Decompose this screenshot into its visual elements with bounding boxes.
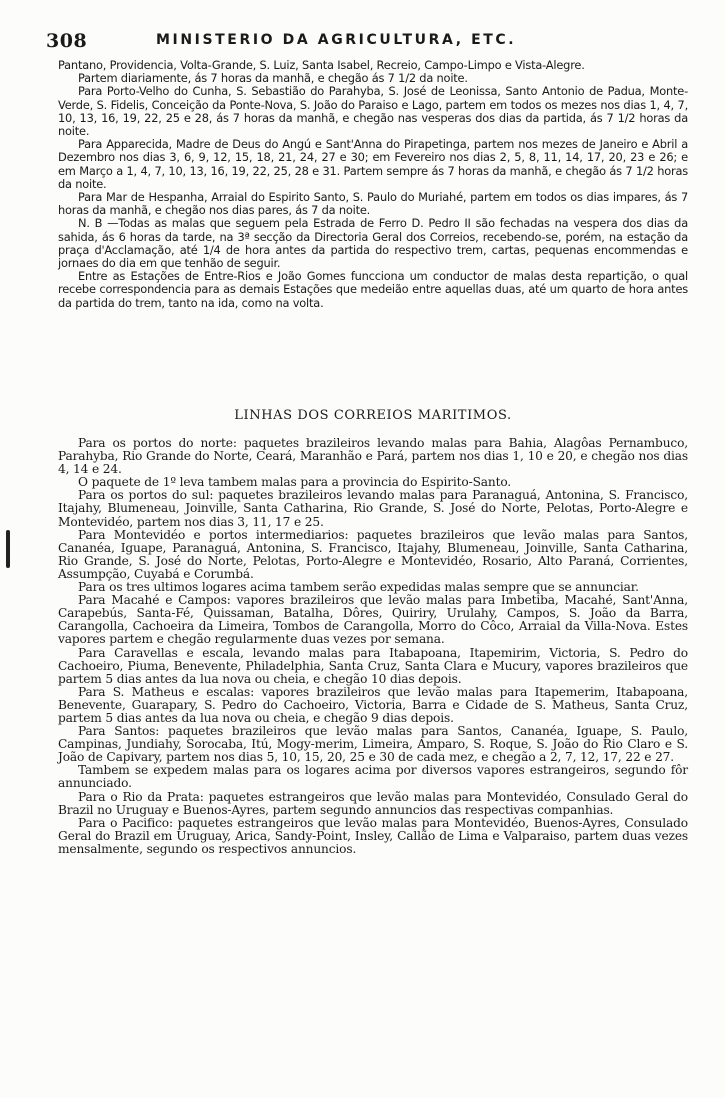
paragraph: Para Apparecida, Madre de Deus do Angú e Sant'Anna do Pirapetinga, partem nos mezes de Janeiro e Abril a Dezembro nos dias 3, 6, 9, 12, 15, 18, 21, 24, 27 e 30; em Fevereiro nos dias 2, 5, 8, 11, 14, 17, 20, 23 e 26; e em Março a 1, 4, 7, 10, 13, 16, 19, 22, 25, 28 e 31. Partem sempre ás 7 horas da manhã, e chegão ás 7 1/2 horas da noite. bbox=[58, 137, 688, 191]
margin-ink-mark bbox=[6, 530, 10, 568]
paragraph: Partem diariamente, ás 7 horas da manhã, e chegão ás 7 1/2 da noite. bbox=[78, 71, 468, 86]
paragraph: Para Porto-Velho do Cunha, S. Sebastião do Parahyba, S. José de Leonissa, Santo Antonio de Padua, Monte-Verde, S. Fidelis, Conceição da Ponte-Nova, S. João do Paraiso e Lago, partem em todos os mezes nos dias 1, 4, 7, 10, 13, 16, 19, 22, 25 e 28, ás 7 horas da manhã, e chegão nas vesperas dos dias da partida, ás 7 1/2 horas da noite. bbox=[58, 84, 688, 139]
paragraph: Para os tres ultimos logares acima tambem serão expedidas malas sempre que se annunciar. bbox=[78, 580, 639, 595]
paragraph: Pantano, Providencia, Volta-Grande, S. Luiz, Santa Isabel, Recreio, Campo-Limpo e Vista-Alegre. bbox=[58, 58, 585, 72]
paragraph: Para Mar de Hespanha, Arraial do Espirito Santo, S. Paulo do Muriahé, partem em todos os dias impares, ás 7 horas da manhã, e chegão nos dias pares, ás 7 da noite. bbox=[58, 190, 688, 218]
paragraph: Para os portos do norte: paquetes brazileiros levando malas para Bahia, Alagôas Pernambuco, Parahyba, Rio Grande do Norte, Ceará, Maranhão e Pará, partem nos dias 1, 10 e 20, e chegão nos dias 4, 14 e 24. bbox=[58, 436, 688, 477]
running-head: MINISTERIO DA AGRICULTURA, ETC. bbox=[156, 32, 517, 48]
paragraph: Entre as Estações de Entre-Rios e João Gomes funcciona um conductor de malas desta repartição, o qual recebe correspondencia para as demais Estações que medeião entre aquellas duas, até um quarto de hora antes da partida do trem, tanto na ida, como na volta. bbox=[58, 269, 688, 310]
paragraph: Para S. Matheus e escalas: vapores brazileiros que levão malas para Itapemerim, Itabapoana, Benevente, Guarapary, S. Pedro do Cachoeiro, Victoria, Barra e Cidade de S. Matheus, Santa Cruz, partem 5 dias antes da lua nova ou cheia, e chegão 9 dias depois. bbox=[58, 684, 688, 725]
paragraph: Para Montevidéo e portos intermediarios: paquetes brazileiros que levão malas para Santos, Cananéa, Iguape, Paranaguá, Antonina, S. Francisco, Itajahy, Blumeneau, Joinville, Santa Catharina, Rio Grande, S. José do Norte, Pelotas, Porto-Alegre e Montevidéo, Rosario, Alto Paraná, Corrientes, Assumpção, Cuyabá e Corumbá. bbox=[58, 527, 688, 581]
page-number: 308 bbox=[46, 30, 88, 52]
paragraph: Para Santos: paquetes brazileiros que levão malas para Santos, Cananéa, Iguape, S. Paulo, Campinas, Jundiahy, Sorocaba, Itú, Mogy-merim, Limeira, Amparo, S. Roque, S. João do Rio Claro e S. João de Capivary, partem nos dias 5, 10, 15, 20, 25 e 30 de cada mez, e chegão a 2, 7, 12, 17, 22 e 27. bbox=[58, 724, 688, 765]
paragraph: Para Caravellas e escala, levando malas para Itabapoana, Itapemirim, Victoria, S. Pedro do Cachoeiro, Piuma, Benevente, Philadelphia, Santa Cruz, Santa Clara e Mucury, vapores brazileiros que partem 5 dias antes da lua nova ou cheia, e chegão 10 dias depois. bbox=[58, 645, 688, 686]
paragraph: Para os portos do sul: paquetes brazileiros levando malas para Paranaguá, Antonina, S. Francisco, Itajahy, Blumeneau, Joinville, Santa Catharina, Rio Grande, S. José do Norte, Pelotas, Porto-Alegre e Montevidéo, partem nos dias 3, 11, 17 e 25. bbox=[58, 488, 688, 529]
page-header bbox=[46, 30, 686, 54]
paragraph: Tambem se expedem malas para os logares acima por diversos vapores estrangeiros, segundo fôr annunciado. bbox=[58, 763, 688, 791]
section-heading: LINHAS DOS CORREIOS MARITIMOS. bbox=[234, 408, 512, 423]
paragraph: N. B —Todas as malas que seguem pela Estrada de Ferro D. Pedro II são fechadas na vespera dos dias da sahida, ás 6 horas da tarde, na 3ª secção da Directoria Geral dos Correios, recebendo-se, porém, na estação da praça d'Acclamação, até 1/4 de hora antes da partida do respectivo trem, cartas, pequenas encommendas e jornaes do dia em que tenhão de seguir. bbox=[58, 216, 688, 271]
paragraph: O paquete de 1º leva tambem malas para a provincia do Espirito-Santo. bbox=[78, 475, 512, 490]
paragraph: Para Macahé e Campos: vapores brazileiros que levão malas para Imbetiba, Macahé, Sant'Anna, Carapebús, Santa-Fé, Quissaman, Batalha, Dôres, Quiriry, Urulahy, Campos, S. João da Barra, Carangolla, Cachoeira da Limeira, Tombos de Carangolla, Morro do Côco, Arraial da Villa-Nova. Estes vapores partem e chegão regularmente duas vezes por semana. bbox=[58, 593, 688, 647]
maritime-mail-lines-block bbox=[58, 437, 688, 856]
paragraph: Para o Rio da Prata: paquetes estrangeiros que levão malas para Montevidéo, Consulado Geral do Brazil no Uruguay e Buenos-Ayres, partem segundo annuncios das respectivas companhias. bbox=[58, 789, 688, 817]
paragraph: Para o Pacifico: paquetes estrangeiros que levão malas para Montevidéo, Buenos-Ayres, Consulado Geral do Brazil em Uruguay, Arica, Sandy-Point, Insley, Callão de Lima e Valparaiso, partem duas vezes mensalmente, segundo os respectivos annuncios. bbox=[58, 815, 688, 856]
railway-mail-schedule-block bbox=[58, 59, 688, 310]
